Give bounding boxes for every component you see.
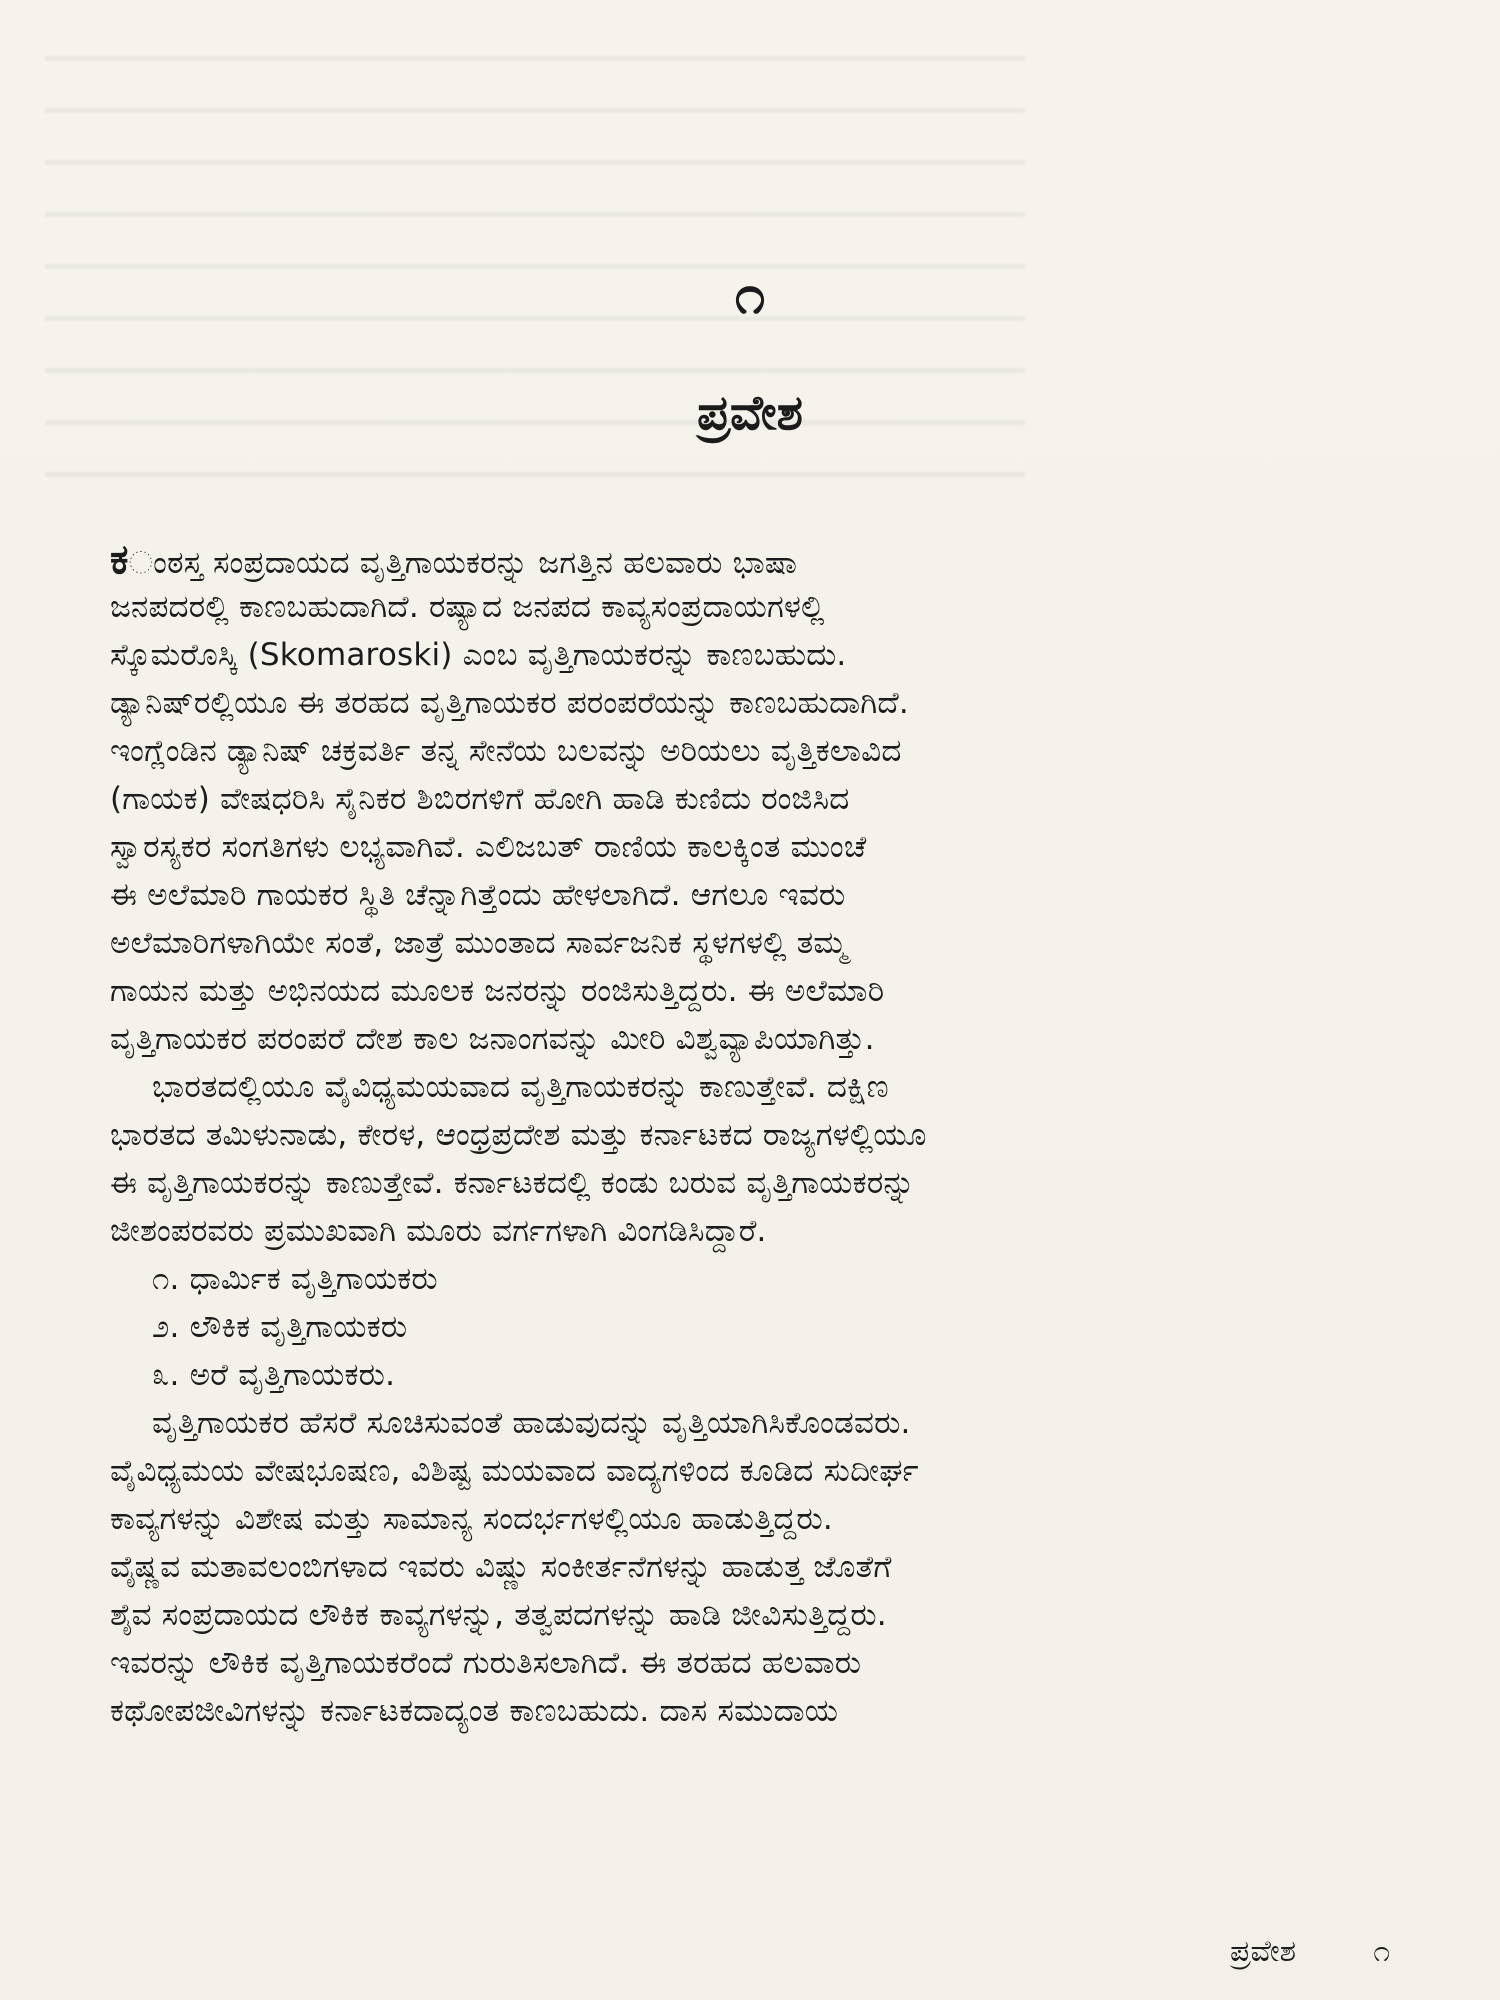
line-text: ಂಠಸ್ತ ಸಂಪ್ರದಾಯದ ವೃತ್ತಿಗಾಯಕರನ್ನು ಜಗತ್ತಿನ ಹಲವಾರು ಭಾಷಾ <box>128 545 798 581</box>
text-line-11: ವೃತ್ತಿಗಾಯಕರ ಪರಂಪರೆ ದೇಶ ಕಾಲ ಜನಾಂಗವನ್ನು ಮೀರಿ ವಿಶ್ವವ್ಯಾಪಿಯಾಗಿತ್ತು. <box>110 1021 875 1057</box>
text-line-13: ಭಾರತದ ತಮಿಳುನಾಡು, ಕೇರಳ, ಆಂಧ್ರಪ್ರದೇಶ ಮತ್ತು ಕರ್ನಾಟಕದ ರಾಜ್ಯಗಳಲ್ಲಿಯೂ <box>110 1117 927 1153</box>
footer-page-number: ೧ <box>1373 1934 1390 1969</box>
text-line-7: ಸ್ವಾರಸ್ಯಕರ ಸಂಗತಿಗಳು ಲಭ್ಯವಾಗಿವೆ. ಎಲಿಜಬತ್ ರಾಣಿಯ ಕಾಲಕ್ಕಿಂತ ಮುಂಚೆ <box>110 829 867 865</box>
text-line-21: ಕಾವ್ಯಗಳನ್ನು ವಿಶೇಷ ಮತ್ತು ಸಾಮಾನ್ಯ ಸಂದರ್ಭಗಳಲ್ಲಿಯೂ ಹಾಡುತ್ತಿದ್ದರು. <box>110 1501 833 1537</box>
text-line-12: ಭಾರತದಲ್ಲಿಯೂ ವೈವಿಧ್ಯಮಯವಾದ ವೃತ್ತಿಗಾಯಕರನ್ನು ಕಾಣುತ್ತೇವೆ. ದಕ್ಷಿಣ <box>152 1069 889 1105</box>
text-line-5: ಇಂಗ್ಲೆಂಡಿನ ಡ್ಯಾನಿಷ್ ಚಕ್ರವರ್ತಿ ತನ್ನ ಸೇನೆಯ ಬಲವನ್ನು ಅರಿಯಲು ವೃತ್ತಿಕಲಾವಿದ <box>110 733 902 769</box>
list-item-1: ೧. ಧಾರ್ಮಿಕ ವೃತ್ತಿಗಾಯಕರು <box>152 1261 438 1297</box>
text-line-14: ಈ ವೃತ್ತಿಗಾಯಕರನ್ನು ಕಾಣುತ್ತೇವೆ. ಕರ್ನಾಟಕದಲ್ಲಿ ಕಂಡು ಬರುವ ವೃತ್ತಿಗಾಯಕರನ್ನು <box>110 1165 915 1201</box>
drop-cap: ಕ <box>110 535 129 583</box>
text-line-8: ಈ ಅಲೆಮಾರಿ ಗಾಯಕರ ಸ್ಥಿತಿ ಚೆನ್ನಾಗಿತ್ತೆಂದು ಹೇಳಲಾಗಿದೆ. ಆಗಲೂ ಇವರು <box>110 877 846 913</box>
show-through-text <box>45 18 1025 518</box>
text-line-20: ವೈವಿಧ್ಯಮಯ ವೇಷಭೂಷಣ, ವಿಶಿಷ್ಟ ಮಯವಾದ ವಾದ್ಯಗಳಿಂದ ಕೂಡಿದ ಸುದೀರ್ಘ <box>110 1453 919 1489</box>
list-item-2: ೨. ಲೌಕಿಕ ವೃತ್ತಿಗಾಯಕರು <box>152 1309 408 1345</box>
text-line-22: ವೈಷ್ಣವ ಮತಾವಲಂಬಿಗಳಾದ ಇವರು ವಿಷ್ಣು ಸಂಕೀರ್ತನೆಗಳನ್ನು ಹಾಡುತ್ತ ಜೊತೆಗೆ <box>110 1549 892 1585</box>
text-line-24: ಇವರನ್ನು ಲೌಕಿಕ ವೃತ್ತಿಗಾಯಕರೆಂದೆ ಗುರುತಿಸಲಾಗಿದೆ. ಈ ತರಹದ ಹಲವಾರು <box>110 1645 862 1681</box>
text-line-10: ಗಾಯನ ಮತ್ತು ಅಭಿನಯದ ಮೂಲಕ ಜನರನ್ನು ರಂಜಿಸುತ್ತಿದ್ದರು. ಈ ಅಲೆಮಾರಿ <box>110 973 885 1009</box>
body-text <box>110 535 1400 1735</box>
text-line-19: ವೃತ್ತಿಗಾಯಕರ ಹೆಸರೆ ಸೂಚಿಸುವಂತೆ ಹಾಡುವುದನ್ನು ವೃತ್ತಿಯಾಗಿಸಿಕೊಂಡವರು. <box>152 1405 911 1441</box>
list-item-3: ೩. ಅರೆ ವೃತ್ತಿಗಾಯಕರು. <box>152 1357 396 1393</box>
page-footer <box>1230 1932 1390 1972</box>
footer-title: ಪ್ರವೇಶ <box>1230 1934 1297 1969</box>
text-line-15: ಜೀಶಂಪರವರು ಪ್ರಮುಖವಾಗಿ ಮೂರು ವರ್ಗಗಳಾಗಿ ವಿಂಗಡಿಸಿದ್ದಾರೆ. <box>110 1213 767 1249</box>
text-line-3: ಸ್ಕೊಮರೊಸ್ಕಿ (Skomaroski) ಎಂಬ ವೃತ್ತಿಗಾಯಕರನ್ನು ಕಾಣಬಹುದು. <box>110 637 847 673</box>
text-line-9: ಅಲೆಮಾರಿಗಳಾಗಿಯೇ ಸಂತೆ, ಜಾತ್ರೆ ಮುಂತಾದ ಸಾರ್ವಜನಿಕ ಸ್ಥಳಗಳಲ್ಲಿ ತಮ್ಮ <box>110 925 848 961</box>
chapter-number: ೧ <box>734 263 766 326</box>
text-line-2: ಜನಪದರಲ್ಲಿ ಕಾಣಬಹುದಾಗಿದೆ. ರಷ್ಯಾದ ಜನಪದ ಕಾವ್ಯಸಂಪ್ರದಾಯಗಳಲ್ಲಿ <box>110 589 825 625</box>
text-line-23: ಶೈವ ಸಂಪ್ರದಾಯದ ಲೌಕಿಕ ಕಾವ್ಯಗಳನ್ನು, ತತ್ವಪದಗಳನ್ನು ಹಾಡಿ ಜೀವಿಸುತ್ತಿದ್ದರು. <box>110 1597 887 1633</box>
chapter-title: ಪ್ರವೇಶ <box>697 385 803 441</box>
text-line-25: ಕಥೋಪಜೀವಿಗಳನ್ನು ಕರ್ನಾಟಕದಾದ್ಯಂತ ಕಾಣಬಹುದು. ದಾಸ ಸಮುದಾಯ <box>110 1693 839 1729</box>
text-line-6: (ಗಾಯಕ) ವೇಷಧರಿಸಿ ಸೈನಿಕರ ಶಿಬಿರಗಳಿಗೆ ಹೋಗಿ ಹಾಡಿ ಕುಣಿದು ರಂಜಿಸಿದ <box>110 781 850 817</box>
text-line-4: ಡ್ಯಾನಿಷ್‌ರಲ್ಲಿಯೂ ಈ ತರಹದ ವೃತ್ತಿಗಾಯಕರ ಪರಂಪರೆಯನ್ನು ಕಾಣಬಹುದಾಗಿದೆ. <box>110 685 909 721</box>
text-line-1 <box>110 535 1400 583</box>
